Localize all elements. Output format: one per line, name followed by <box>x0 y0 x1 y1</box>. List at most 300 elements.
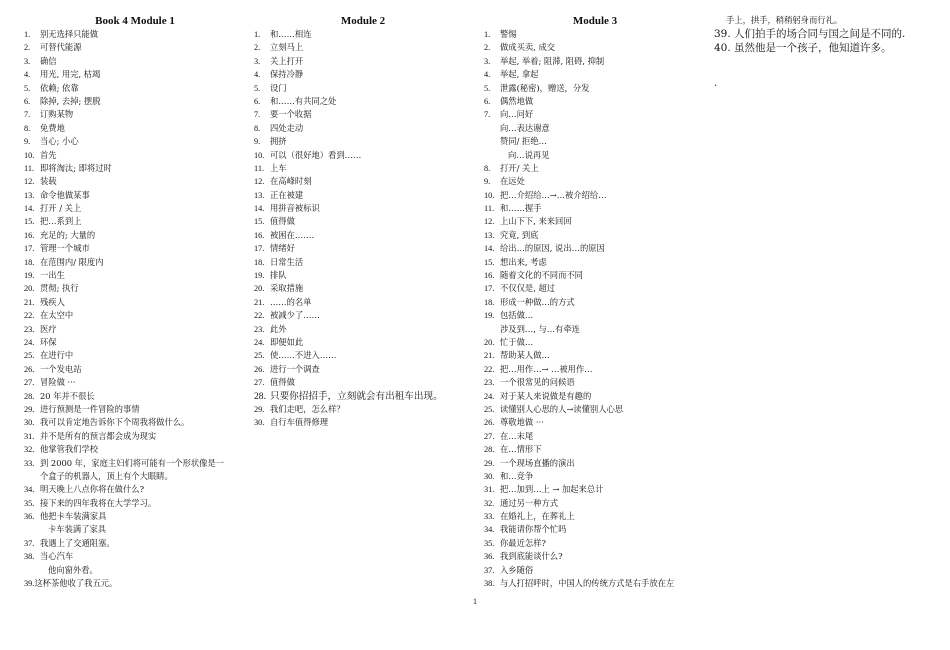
item-text: 他把卡车装满家具 <box>40 511 107 522</box>
list-item <box>24 296 246 309</box>
item-text: 管理一个城市 <box>40 243 90 254</box>
list-item <box>254 55 472 68</box>
item-number: 9. <box>484 177 491 187</box>
item-text: 上山下下, 来来回回 <box>500 216 572 227</box>
list-item <box>484 215 706 228</box>
item-text: 我们走吧，怎么样？ <box>270 403 345 414</box>
item-text: 我能请你帮个忙吗 <box>500 524 567 535</box>
item-number: 15. <box>484 257 495 267</box>
item-number: 15. <box>24 217 35 227</box>
item-text: 可替代能源 <box>40 42 82 53</box>
module-2-list <box>254 28 472 430</box>
item-number: 4. <box>24 70 31 80</box>
list-item <box>484 483 706 496</box>
item-number: 20. <box>24 284 35 294</box>
item-text: 卡车装满了家具 <box>48 524 107 535</box>
item-number: 26. <box>24 364 35 374</box>
list-item <box>484 269 706 282</box>
list-item <box>24 309 246 322</box>
list-item <box>254 336 472 349</box>
item-text: 在范围内/ 限度内 <box>40 256 104 267</box>
list-item <box>254 256 472 269</box>
list-item <box>254 162 472 175</box>
list-item <box>484 135 706 148</box>
item-number: 22. <box>254 311 265 321</box>
item-text: 日常生活 <box>270 256 304 267</box>
item-text: 和……有共同之处 <box>270 95 337 106</box>
list-item <box>484 175 706 188</box>
list-item <box>254 296 472 309</box>
item-text: 正在被建 <box>270 189 304 200</box>
item-text: 把…用作…→ …被用作… <box>500 363 593 374</box>
list-item <box>484 309 706 322</box>
list-item <box>24 363 246 376</box>
item-number: 31. <box>24 431 35 441</box>
item-number: 10. <box>484 190 495 200</box>
item-number: 1. <box>254 30 261 39</box>
list-item <box>484 68 706 81</box>
item-number: 14. <box>24 204 35 214</box>
item-number: 20. <box>484 337 495 347</box>
item-text: 读懂别人心思的人→读懂别人心思 <box>500 403 624 414</box>
list-item <box>484 108 706 121</box>
item-text: 贯彻; 执行 <box>40 283 79 294</box>
item-number: 4. <box>484 70 491 80</box>
list-item <box>24 323 246 336</box>
item-number: 6. <box>484 96 491 106</box>
list-item <box>24 510 246 523</box>
item-number: 21. <box>24 297 35 307</box>
item-number: 25. <box>24 351 35 361</box>
item-number: 18. <box>24 257 35 267</box>
item-text: 究竟, 到底 <box>500 229 539 240</box>
item-text: 用光, 用完, 枯竭 <box>40 69 101 80</box>
item-text: 把…加到…上 → 加起来总计 <box>500 484 604 495</box>
list-item <box>24 523 246 536</box>
list-item <box>254 122 472 135</box>
item-number: 31. <box>484 485 495 495</box>
item-text: 个盒子的机器人，顶上有个大眼睛。 <box>40 470 173 481</box>
list-item <box>24 189 246 202</box>
item-text: 把…介绍给…→…被介绍给… <box>500 189 607 200</box>
item-number: 12. <box>24 177 35 187</box>
list-item <box>24 41 246 54</box>
item-number: 16. <box>24 230 35 240</box>
item-text: 在婚礼上，在葬礼上 <box>500 511 575 522</box>
list-item <box>24 122 246 135</box>
list-item <box>484 229 706 242</box>
page-number: 1 <box>473 597 477 606</box>
item-text: 用拼音被标识 <box>270 203 320 214</box>
item-text: 此外 <box>270 323 287 334</box>
item-number: 28. <box>254 390 266 402</box>
list-item <box>254 323 472 336</box>
column-module-3 <box>484 14 706 590</box>
item-number: 30. <box>24 418 35 428</box>
item-number: 8. <box>254 123 261 133</box>
item-number: 14. <box>484 244 495 254</box>
item-number: 17. <box>24 244 35 254</box>
list-item <box>484 349 706 362</box>
list-item <box>24 336 246 349</box>
item-number: 25. <box>254 351 265 361</box>
item-text: 采取措施 <box>270 283 304 294</box>
column-title-module-1: Book 4 Module 1 <box>95 15 175 27</box>
list-item <box>24 403 246 416</box>
item-number: 7. <box>24 110 31 120</box>
item-number: 8. <box>24 123 31 133</box>
item-number: 33. <box>24 458 35 468</box>
item-text: 只要你招招手，立刻就会有出租车出现。 <box>270 390 443 402</box>
item-number: 25. <box>484 404 495 414</box>
column-module-1 <box>24 14 246 590</box>
item-number: 16. <box>484 271 495 281</box>
item-number: 35. <box>484 538 495 548</box>
list-item <box>24 349 246 362</box>
item-number: 28. <box>24 391 35 401</box>
item-text: 尊敬地做 ··· <box>500 417 544 428</box>
item-text: 上车 <box>270 162 287 173</box>
list-item <box>254 149 472 162</box>
list-item <box>24 564 246 577</box>
module-1-list <box>24 28 246 590</box>
list-item <box>484 296 706 309</box>
item-text: 除掉, 去掉; 摆脱 <box>40 95 101 106</box>
item-number: 7. <box>484 110 491 120</box>
list-item <box>24 282 246 295</box>
item-number: 11. <box>484 204 495 214</box>
item-text: 别无选择只能做 <box>40 29 99 39</box>
item-number: 32. <box>484 498 495 508</box>
item-text: 自行车值得修理 <box>270 417 329 428</box>
item-number: 2. <box>24 43 31 53</box>
item-text: 即将淘汰; 即将过时 <box>40 162 112 173</box>
list-item <box>254 282 472 295</box>
list-item <box>484 550 706 563</box>
item-number: 5. <box>484 83 491 93</box>
item-text: 泄露(秘密)，赠送，分发 <box>500 82 590 93</box>
list-item <box>484 537 706 550</box>
list-item <box>254 376 472 389</box>
list-item <box>254 202 472 215</box>
item-text: 关上打开 <box>270 55 304 66</box>
list-item <box>484 577 706 590</box>
item-text: 举起, 拿起 <box>500 69 539 80</box>
item-text: 明天晚上八点你将在做什么? <box>40 484 145 495</box>
item-text: 免费地 <box>40 122 65 133</box>
item-number: 19. <box>484 311 495 321</box>
item-text: 一个发电站 <box>40 363 82 374</box>
list-item <box>254 363 472 376</box>
item-number: 17. <box>484 284 495 294</box>
item-number: 11. <box>24 163 35 173</box>
item-number: 22. <box>24 311 35 321</box>
item-text: 向…问好 <box>500 109 534 120</box>
item-text: 涉及到…, 与…有牵连 <box>500 323 580 334</box>
list-item <box>24 108 246 121</box>
item-number: 18. <box>484 297 495 307</box>
list-item <box>24 135 246 148</box>
item-number: 9. <box>254 137 261 147</box>
item-text: 赞同/ 拒绝… <box>500 136 547 147</box>
item-text: 偶然地做 <box>500 95 534 106</box>
item-number: 26. <box>254 364 265 374</box>
list-item <box>484 497 706 510</box>
item-text: 警惕 <box>500 29 517 39</box>
item-text: 订购某物 <box>40 109 74 120</box>
item-number: 32. <box>24 445 35 455</box>
item-text: 举起, 举着; 阻滞, 阻碍, 抑制 <box>500 55 605 66</box>
item-number: 38. <box>24 552 35 562</box>
item-number <box>484 122 500 135</box>
item-text: 这杯茶他收了我五元。 <box>34 578 118 589</box>
item-number: 28. <box>484 445 495 455</box>
item-text: 与人打招呼时，中国人的传统方式是右手放在左 <box>500 578 675 589</box>
column-continuation <box>714 14 936 91</box>
item-text: 使……不进入…… <box>270 350 337 361</box>
item-number: 39. <box>24 579 35 589</box>
list-item <box>484 323 706 336</box>
item-text: 进行一个调查 <box>270 363 320 374</box>
item-number: 37. <box>484 565 495 575</box>
list-item <box>24 202 246 215</box>
item-text: 打开/ 关上 <box>500 162 539 173</box>
item-text: 首先 <box>40 149 57 160</box>
list-item <box>24 28 246 41</box>
item-text: 命令他做某事 <box>40 189 90 200</box>
item-text: 拥挤 <box>270 136 287 147</box>
item-text: 到 2000 年，家庭主妇们将可能有一个形状像是一 <box>40 457 225 468</box>
item-text: 想出来, 考虑 <box>500 256 547 267</box>
item-number <box>24 523 40 536</box>
list-item <box>254 269 472 282</box>
item-number: 10. <box>24 150 35 160</box>
item-text: 不仅仅是, 超过 <box>500 283 556 294</box>
item-text: 环保 <box>40 336 57 347</box>
item-number: 22. <box>484 364 495 374</box>
item-number: 24. <box>254 337 265 347</box>
item-text: 残疾人 <box>40 296 65 307</box>
item-number: 11. <box>254 163 265 173</box>
item-text: 帮助某人做… <box>500 350 550 361</box>
list-item <box>254 108 472 121</box>
item-number: 5. <box>254 83 261 93</box>
item-number: 2. <box>484 43 491 53</box>
item-text: 保持冷静 <box>270 69 304 80</box>
item-text: 忙于做… <box>500 336 534 347</box>
item-text: 一个很常见的问候语 <box>500 377 575 388</box>
item-text: 当心汽车 <box>40 551 74 562</box>
item-number: 34. <box>24 485 35 495</box>
list-item <box>484 443 706 456</box>
list-item <box>484 523 706 536</box>
item-number: 12. <box>254 177 265 187</box>
item-text: 被减少了…… <box>270 310 320 321</box>
list-item <box>254 82 472 95</box>
item-text: 在太空中 <box>40 310 74 321</box>
list-item <box>254 28 472 41</box>
item-text: 被困在……. <box>270 229 315 240</box>
item-text: 包括做… <box>500 310 534 321</box>
list-item <box>484 363 706 376</box>
list-item <box>484 202 706 215</box>
item-text: 值得做 <box>270 377 295 388</box>
item-number <box>484 323 500 336</box>
item-number: 24. <box>24 337 35 347</box>
item-number: 3. <box>24 56 31 66</box>
list-item <box>24 483 246 496</box>
list-item <box>24 457 246 470</box>
item-number: 13. <box>24 190 35 200</box>
list-item <box>484 282 706 295</box>
item-text: 排队 <box>270 270 287 281</box>
item-text: 医疗 <box>40 323 57 334</box>
list-item <box>484 82 706 95</box>
item-text: 和……握手 <box>500 203 542 214</box>
item-text: 立刻马上 <box>270 42 304 53</box>
item-number: 17. <box>254 244 265 254</box>
item-text: 依赖; 依靠 <box>40 82 79 93</box>
item-text: 在进行中 <box>40 350 74 361</box>
item-number: 3. <box>484 56 491 66</box>
item-number: 29. <box>24 404 35 414</box>
item-text: 情绪好 <box>270 243 295 254</box>
item-text: 他向窗外看。 <box>48 564 98 575</box>
item-number: 26. <box>484 418 495 428</box>
list-item <box>24 497 246 510</box>
item-number: 34. <box>484 525 495 535</box>
list-item <box>24 175 246 188</box>
item-number: 33. <box>484 512 495 522</box>
item-text: 一个现场直播的演出 <box>500 457 575 468</box>
item-text: 向…说再见 <box>508 149 550 160</box>
item-number: 12. <box>484 217 495 227</box>
list-item <box>484 376 706 389</box>
item-text: 给出…的原因, 说出…的原因 <box>500 243 605 254</box>
list-item <box>254 309 472 322</box>
list-item <box>484 95 706 108</box>
item-text: 随着文化的不同而不同 <box>500 270 583 281</box>
item-text: 当心; 小心 <box>40 136 79 147</box>
list-item <box>254 135 472 148</box>
item-text: 对于某人来说做是有趣的 <box>500 390 592 401</box>
list-item <box>24 82 246 95</box>
item-text: 把…系到上 <box>40 216 82 227</box>
list-item <box>24 162 246 175</box>
continued-text: 手上，拱手，稍稍躬身而行礼。 <box>726 15 843 25</box>
item-number: 13. <box>254 190 265 200</box>
item-text: ……的名单 <box>270 296 312 307</box>
item-text: 要一个收据 <box>270 109 312 120</box>
list-item <box>24 470 246 483</box>
list-item <box>484 55 706 68</box>
item-text: 设门 <box>270 82 287 93</box>
item-text: 入乡随俗 <box>500 564 534 575</box>
item-text: 我遇上了交通阻塞。 <box>40 537 115 548</box>
item-number: 21. <box>484 351 495 361</box>
item-text: 和……相连 <box>270 29 312 39</box>
list-item <box>24 537 246 550</box>
item-number: 3. <box>254 56 261 66</box>
item-number: 6. <box>24 96 31 106</box>
list-item <box>254 175 472 188</box>
item-number: 5. <box>24 83 31 93</box>
item-number: 4. <box>254 70 261 80</box>
item-text: 我到底能谈什么? <box>500 551 563 562</box>
list-item-40: 40. 虽然他是一个孩子，他知道许多。 <box>714 42 892 55</box>
item-number: 30. <box>484 471 495 481</box>
list-item <box>484 162 706 175</box>
item-text: 打开 / 关上 <box>40 203 82 214</box>
item-text: 在…情形下 <box>500 444 542 455</box>
item-number: 13. <box>484 230 495 240</box>
list-item-39: 39. 人们拍手的场合同与国之间是不同的. <box>714 28 906 41</box>
item-text: 我可以肯定地告诉你下个周我将做什么。 <box>40 417 190 428</box>
list-item <box>484 189 706 202</box>
item-text: 值得做 <box>270 216 295 227</box>
list-item <box>254 390 472 403</box>
list-item <box>484 470 706 483</box>
item-number <box>484 135 500 148</box>
item-text: 即便如此 <box>270 336 304 347</box>
list-item <box>254 416 472 429</box>
item-text: 做成买卖, 成交 <box>500 42 556 53</box>
column-title-module-2: Module 2 <box>340 15 386 27</box>
list-item <box>254 349 472 362</box>
list-item <box>24 55 246 68</box>
list-item <box>24 550 246 563</box>
item-text: 装载 <box>40 176 57 187</box>
item-text: 可以（很好地）看到…… <box>270 149 362 160</box>
item-number: 23. <box>254 324 265 334</box>
list-item <box>254 189 472 202</box>
item-number: 36. <box>484 552 495 562</box>
item-text: 他掌管我们学校 <box>40 444 99 455</box>
item-text: 确信 <box>40 55 57 66</box>
item-number: 19. <box>254 271 265 281</box>
list-item <box>24 256 246 269</box>
item-text: 冒险做 ··· <box>40 377 76 388</box>
item-number: 23. <box>484 378 495 388</box>
item-text: 和…竞争 <box>500 470 534 481</box>
item-number <box>24 470 40 483</box>
item-number: 27. <box>484 431 495 441</box>
item-number: 7. <box>254 110 261 120</box>
item-number: 15. <box>254 217 265 227</box>
item-number: 24. <box>484 391 495 401</box>
list-item <box>484 403 706 416</box>
item-number: 8. <box>484 163 491 173</box>
item-number: 14. <box>254 204 265 214</box>
list-item <box>254 95 472 108</box>
list-item <box>24 229 246 242</box>
item-number: 36. <box>24 512 35 522</box>
stray-period: . <box>714 78 718 90</box>
list-item <box>484 336 706 349</box>
list-item <box>484 416 706 429</box>
item-number: 2. <box>254 43 261 53</box>
item-number: 1. <box>24 30 31 39</box>
list-item <box>254 68 472 81</box>
module-3-list <box>484 28 706 590</box>
item-number: 37. <box>24 538 35 548</box>
list-item <box>254 229 472 242</box>
item-text: 形成一种做…的方式 <box>500 296 575 307</box>
list-item <box>24 242 246 255</box>
list-item <box>24 376 246 389</box>
list-item <box>24 149 246 162</box>
list-item <box>24 215 246 228</box>
